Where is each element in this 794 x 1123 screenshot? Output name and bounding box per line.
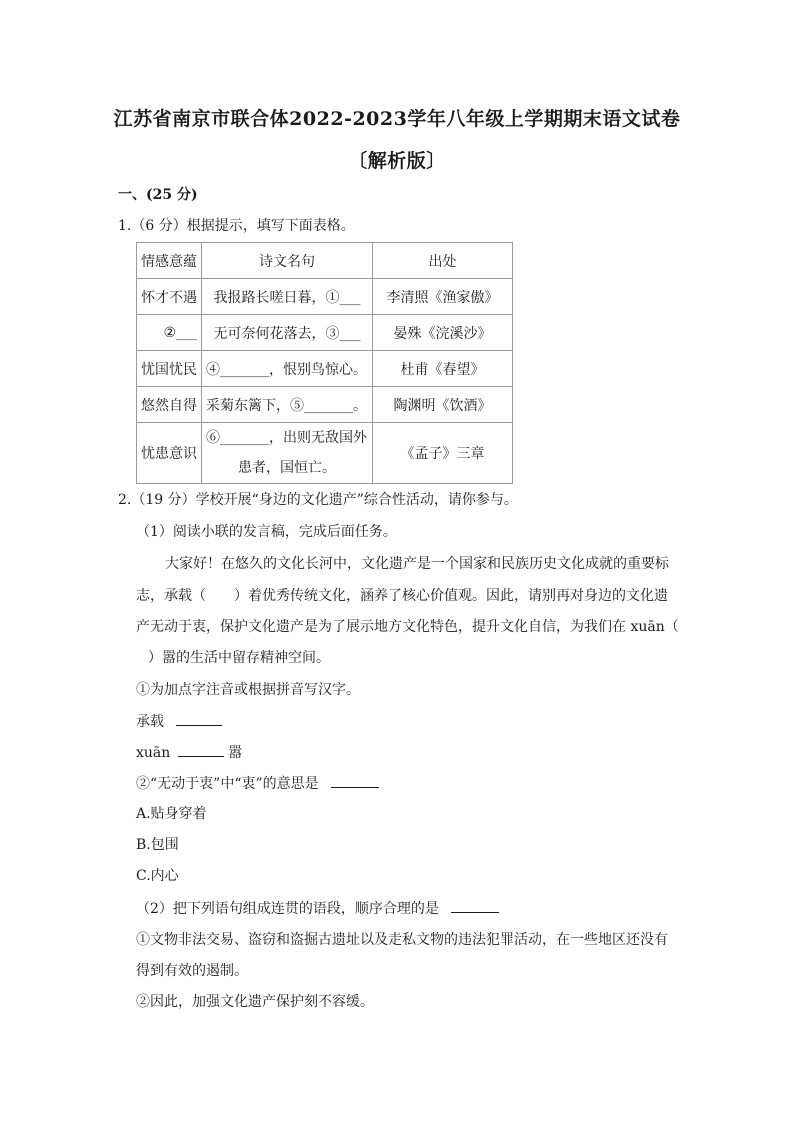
table-row: [137, 351, 513, 387]
table-row: [137, 387, 513, 423]
table-header-cell: 情感意蕴: [137, 243, 202, 279]
emotion-cell: ②___: [137, 315, 202, 351]
verse-line: 患者，国恒亡。: [238, 460, 336, 476]
fill-item-label: 承载: [136, 714, 164, 730]
passage-line: ）嚣的生活中留存精神空间。: [148, 650, 330, 666]
section-heading: 一、(25 分): [118, 187, 198, 203]
emotion-cell: 忧患意识: [137, 423, 202, 484]
part-2-text: （2）把下列语句组成连贯的语段，顺序合理的是: [136, 901, 439, 917]
emotion-cell: 怀才不遇: [137, 279, 202, 315]
exam-title-subtitle: 〔解析版〕: [348, 150, 446, 172]
table-row: [137, 315, 513, 351]
task-2-text: ②“无动于衷”中“衷”的意思是: [136, 776, 319, 792]
fill-item-a: [136, 711, 222, 732]
passage-line: 大家好！在悠久的文化长河中，文化遗产是一个国家和民族历史文化成就的重要标: [165, 556, 669, 572]
source-cell: 杜甫《春望》: [373, 351, 513, 387]
passage-line: 志，承载（ ）着优秀传统文化，涵养了核心价值观。因此，请别再对身边的文化遗: [136, 588, 668, 604]
question-2-part-2: [136, 898, 499, 919]
sentence-1-continued: 得到有效的遏制。: [136, 963, 248, 979]
option-b: B.包围: [136, 837, 179, 853]
table-header-cell: 出处: [373, 243, 513, 279]
fill-item-b: [136, 742, 242, 763]
emotion-cell: 悠然自得: [137, 387, 202, 423]
verse-cell: [202, 423, 373, 484]
option-c: C.内心: [136, 868, 179, 884]
fill-item-label: xuān: [136, 745, 171, 761]
sentence-2: ②因此，加强文化遗产保护刻不容缓。: [136, 994, 374, 1010]
table-header-row: [137, 243, 513, 279]
emotion-cell: 忧国忧民: [137, 351, 202, 387]
option-a: A.贴身穿着: [136, 806, 207, 822]
verse-cell: ④_______，恨别鸟惊心。: [202, 351, 373, 387]
verse-cell: 无可奈何花落去，③___: [202, 315, 373, 351]
verse-cell: 我报路长嗟日暮，①___: [202, 279, 373, 315]
verse-line: ⑥_______，出则无敌国外: [206, 430, 367, 446]
table-row: [137, 279, 513, 315]
sentence-1: ①文物非法交易、盗窃和盗掘古遗址以及走私文物的违法犯罪活动，在一些地区还没有: [136, 932, 668, 948]
answer-blank[interactable]: [451, 898, 499, 913]
fill-item-suffix: 嚣: [228, 745, 243, 761]
table-header-cell: 诗文名句: [202, 243, 373, 279]
question-1-stem: 1.（6 分）根据提示，填写下面表格。: [118, 218, 355, 234]
passage-line: 产无动于衷，保护文化遗产是为了展示地方文化特色，提升文化自信，为我们在 xuān（: [136, 619, 679, 635]
table-row: [137, 423, 513, 484]
source-cell: 李清照《渔家傲》: [373, 279, 513, 315]
task-1-instruction: ①为加点字注音或根据拼音写汉字。: [136, 682, 360, 698]
source-cell: 陶渊明《饮酒》: [373, 387, 513, 423]
answer-blank[interactable]: [178, 742, 224, 757]
question-2-stem: 2.（19 分）学校开展“身边的文化遗产”综合性活动，请你参与。: [118, 492, 518, 508]
question-2-part-1: （1）阅读小联的发言稿，完成后面任务。: [136, 524, 397, 540]
exam-title: 江苏省南京市联合体2022-2023学年八年级上学期期末语文试卷: [113, 108, 681, 130]
verse-cell: 采菊东篱下，⑤_______。: [202, 387, 373, 423]
answer-blank[interactable]: [176, 711, 222, 726]
answer-blank[interactable]: [331, 773, 379, 788]
source-cell: 《孟子》三章: [373, 423, 513, 484]
task-2-instruction: [136, 773, 379, 794]
source-cell: 晏殊《浣溪沙》: [373, 315, 513, 351]
poetry-table: [136, 242, 513, 484]
